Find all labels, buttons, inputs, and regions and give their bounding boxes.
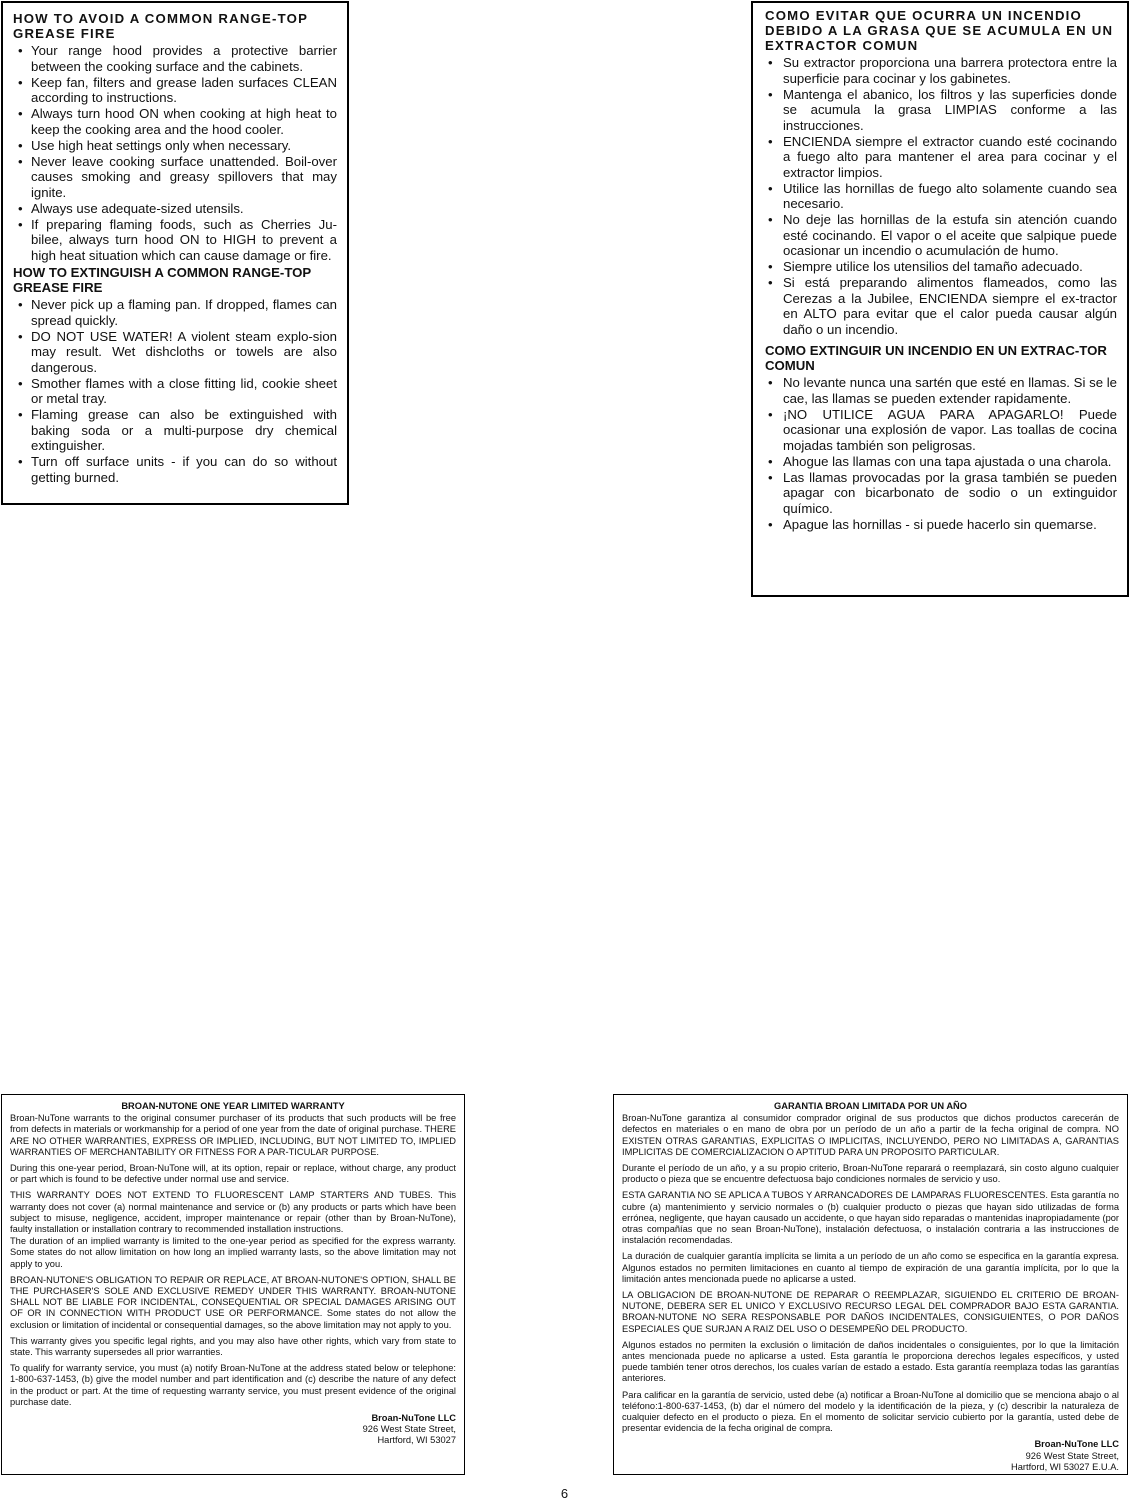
warranty-paragraph: Broan-NuTone garantiza al consumidor comprador original de sus productos que dichos productos carecerán de defectos en materiales o en mano de obra por un período de un año a partir de la fecha original de compra. NO EXISTEN OTRAS GARANTIAS, EXPLICITAS O IMPLICITAS, INCLUYENDO, PERO NO LIMITADAS A, GARANTIAS IMPLICITAS DE COMERCIALIZACION O APTITUD PARA UN PROPOSITO PARTICULAR. bbox=[622, 1113, 1119, 1157]
list-item: • Siempre utilice los utensilios del tamaño adecuado. bbox=[765, 259, 1117, 275]
list-item: • Si está preparando alimentos flameados, como las Cerezas a la Jubilee, ENCIENDA siempre el ex-tractor en ALTO para evitar que el calor pueda causar algún daño o un incendio. bbox=[765, 275, 1117, 337]
extinguish-fire-heading: HOW TO EXTINGUISH A COMMON RANGE-TOP GREASE FIRE bbox=[13, 265, 311, 295]
warranty-title-es: GARANTIA BROAN LIMITADA POR UN AÑO bbox=[774, 1101, 967, 1111]
avoid-fire-heading: HOW TO AVOID A COMMON RANGE-TOP GREASE FIRE bbox=[13, 11, 308, 41]
list-item: • Ahogue las llamas con una tapa ajustada o una charola. bbox=[765, 454, 1117, 470]
warranty-paragraph: ESTA GARANTIA NO SE APLICA A TUBOS Y ARRANCADORES DE LAMPARAS FLUORESCENTES. Esta garantía no cubre (a) mantenimiento y servicio normales o (b) cualquier producto o piezas que hayan sido utilizadas de forma errónea, negligente, que hayan causado un accidente, o que hayan sido reparadas o mantenidas inapropiadamente (por otras compañías que no sean Broan-NuTone), instalación defectuosa, o instalación contraria a las instrucciones de instalación recomendadas. bbox=[622, 1190, 1119, 1246]
list-item: • Flaming grease can also be extinguished with baking soda or a multi-purpose dry chemical extinguisher. bbox=[13, 407, 337, 454]
list-item: • Turn off surface units - if you can do so without getting burned. bbox=[13, 454, 337, 485]
company-street-es: 926 West State Street, bbox=[1025, 1450, 1119, 1461]
list-item: • Utilice las hornillas de fuego alto solamente cuando sea necesario. bbox=[765, 181, 1117, 212]
list-item: • No deje las hornillas de la estufa sin atención cuando esté cocinando. El vapor o el aceite que salpique puede ocasionar un incendio o acumulación de humo. bbox=[765, 212, 1117, 259]
english-safety-box bbox=[1, 1, 349, 505]
spanish-safety-box bbox=[751, 1, 1129, 597]
list-item: • Never leave cooking surface unattended. Boil-over causes smoking and greasy spillovers that may ignite. bbox=[13, 154, 337, 201]
company-city-es: Hartford, WI 53027 E.U.A. bbox=[1011, 1461, 1119, 1472]
list-item: • Apague las hornillas - si puede hacerlo sin quemarse. bbox=[765, 517, 1117, 533]
list-item: • Always turn hood ON when cooking at high heat to keep the cooking area and the hood cooler. bbox=[13, 106, 337, 137]
avoid-fire-list-es bbox=[765, 55, 1117, 337]
list-item: • Never pick up a flaming pan. If dropped, flames can spread quickly. bbox=[13, 297, 337, 328]
company-city: Hartford, WI 53027 bbox=[377, 1435, 456, 1446]
list-item: • If preparing flaming foods, such as Cherries Ju-bilee, always turn hood ON to HIGH to prevent a high heat situation which can cause damage or fire. bbox=[13, 217, 337, 264]
list-item: • Smother flames with a close fitting lid, cookie sheet or metal tray. bbox=[13, 376, 337, 407]
warranty-paragraph: Durante el período de un año, y a su propio criterio, Broan-NuTone reparará o reemplazará, sin costo alguno cualquier producto o pieza que se encuentre defectuosa bajo condiciones normales de servicio y uso. bbox=[622, 1163, 1119, 1185]
page-number: 6 bbox=[560, 1486, 569, 1501]
list-item: • DO NOT USE WATER! A violent steam explo-sion may result. Wet dishcloths or towels are also dangerous. bbox=[13, 329, 337, 376]
warranty-title: BROAN-NUTONE ONE YEAR LIMITED WARRANTY bbox=[121, 1101, 345, 1111]
warranty-paragraph: To qualify for warranty service, you must (a) notify Broan-NuTone at the address stated below or telephone: 1-800-637-1453, (b) give the model number and part identification and (c) describe the nature of any defect in the product or part. At the time of requesting warranty service, you must present evidence of the original purchase date. bbox=[10, 1363, 456, 1407]
extinguish-fire-heading-es: COMO EXTINGUIR UN INCENDIO EN UN EXTRAC-TOR COMUN bbox=[765, 343, 1107, 373]
list-item: • Use high heat settings only when necessary. bbox=[13, 138, 337, 154]
company-street: 926 West State Street, bbox=[362, 1424, 456, 1435]
company-name-es: Broan-NuTone LLC bbox=[1034, 1439, 1119, 1450]
list-item: • ENCIENDA siempre el extractor cuando esté cocinando a fuego alto para mantener el area para cocinar y el extractor limpios. bbox=[765, 134, 1117, 181]
warranty-paragraph: Para calificar en la garantía de servicio, usted debe (a) notificar a Broan-NuTone al domicilio que se menciona abajo o al teléfono:1-800-637-1453, (b) dar el número del modelo y la identificación de la pieza, y (c) describir la naturaleza de cualquier defecto en el producto o pieza. En el momento de solicitar servicio cubierto por la garantía, usted debe de presentar evidencia de la fecha original de compra. bbox=[622, 1389, 1119, 1434]
extinguish-fire-list-es bbox=[765, 375, 1117, 532]
avoid-fire-heading-es: COMO EVITAR QUE OCURRA UN INCENDIO DEBIDO A LA GRASA QUE SE ACUMULA EN UN EXTRACTOR COMUN bbox=[765, 8, 1114, 53]
warranty-paragraph: Algunos estados no permiten la exclusión o limitación de daños incidentales o consiguientes, por lo que la limitación antes mencionada puede no aplicarse a usted. Esta garantía le proporciona derechos legales específicos, y usted puede también tener otros derechos, los cuales varían de estado a estado. Esta garantía reemplaza todas las garantías anteriores. bbox=[622, 1339, 1119, 1384]
warranty-paragraph: Broan-NuTone warrants to the original consumer purchaser of its products that such products will be free from defects in materials or workmanship for a period of one year from the date of original purchase. THERE ARE NO OTHER WARRANTIES, EXPRESS OR IMPLIED, INCLUDING, BUT NOT LIMITED TO, IMPLIED WARRANTIES OF MERCHANTABILITY OR FITNESS FOR A PAR-TICULAR PURPOSE. bbox=[10, 1113, 456, 1157]
warranty-spanish-box bbox=[613, 1094, 1128, 1475]
list-item: • No levante nunca una sartén que esté en llamas. Si se le cae, las llamas se pueden extender rapidamente. bbox=[765, 375, 1117, 406]
warranty-english-box bbox=[1, 1094, 465, 1475]
list-item: • ¡NO UTILICE AGUA PARA APAGARLO! Puede ocasionar una explosión de vapor. Las toallas de cocina mojadas también son peligrosas. bbox=[765, 407, 1117, 454]
warranty-paragraph: This warranty gives you specific legal rights, and you may also have other rights, which vary from state to state. This warranty supersedes all prior warranties. bbox=[10, 1335, 456, 1358]
list-item: • Your range hood provides a protective barrier between the cooking surface and the cabinets. bbox=[13, 43, 337, 74]
list-item: • Su extractor proporciona una barrera protectora entre la superficie para cocinar y los gabinetes. bbox=[765, 55, 1117, 86]
list-item: • Mantenga el abanico, los filtros y las superficies donde se acumula la grasa LIMPIAS conforme a las instrucciones. bbox=[765, 87, 1117, 134]
warranty-paragraph: La duración de cualquier garantía implícita se limita a un período de un año como se especifica en la garantía expresa. Algunos estados no permiten limitaciones en cuanto al tiempo de expiración de una garantía implícita, por lo que la limitación antes mencionada puede no aplicarse a usted. bbox=[622, 1251, 1119, 1284]
warranty-paragraph: LA OBLIGACION DE BROAN-NUTONE DE REPARAR O REEMPLAZAR, SIGUIENDO EL CRITERIO DE BROAN-NUTONE, DEBERA SER EL UNICO Y EXCLUSIVO RECURSO LEGAL DEL COMPRADOR BAJO ESTA GARANTIA. BROAN-NUTONE NO SERA RESPONSABLE POR DAÑOS INCIDENTALES, CONSIGUIENTES, O POR DAÑOS ESPECIALES QUE SURJAN A RAIZ DEL USO O DESEMPEÑO DEL PRODUCTO. bbox=[622, 1290, 1119, 1334]
list-item: • Always use adequate-sized utensils. bbox=[13, 201, 337, 217]
warranty-paragraph: BROAN-NUTONE'S OBLIGATION TO REPAIR OR REPLACE, AT BROAN-NUTONE'S OPTION, SHALL BE THE PURCHASER'S SOLE AND EXCLUSIVE REMEDY UNDER THIS WARRANTY. BROAN-NUTONE SHALL NOT BE LIABLE FOR INCIDENTAL, CONSEQUENTIAL OR SPECIAL DAMAGES ARISING OUT OF OR IN CONNECTION WITH PRODUCT USE OR PERFORMANCE. Some states do not allow the exclusion or limitation of incidental or consequential damages, so the above limitation may not apply to you. bbox=[10, 1274, 456, 1330]
warranty-paragraph: The duration of an implied warranty is limited to the one-year period as specified for the express warranty. Some states do not allow limitation on how long an implied warranty lasts, so the above limitation may not apply to you. bbox=[10, 1236, 456, 1269]
warranty-paragraph: THIS WARRANTY DOES NOT EXTEND TO FLUORESCENT LAMP STARTERS AND TUBES. This warranty does not cover (a) normal maintenance and service or (b) any products or parts which have been subject to misuse, negligence, accident, improper maintenance or repair (other than by Broan-NuTone), faulty installation or installation contrary to recommended installation instructions. bbox=[10, 1190, 456, 1235]
company-name: Broan-NuTone LLC bbox=[371, 1413, 456, 1424]
avoid-fire-list bbox=[13, 43, 337, 263]
list-item: • Las llamas provocadas por la grasa también se pueden apagar con bicarbonato de sodio o un extinguidor químico. bbox=[765, 470, 1117, 517]
warranty-paragraph: During this one-year period, Broan-NuTone will, at its option, repair or replace, without charge, any product or part which is found to be defective under normal use and service. bbox=[10, 1163, 456, 1185]
list-item: • Keep fan, filters and grease laden surfaces CLEAN according to instructions. bbox=[13, 75, 337, 106]
extinguish-fire-list bbox=[13, 297, 337, 485]
